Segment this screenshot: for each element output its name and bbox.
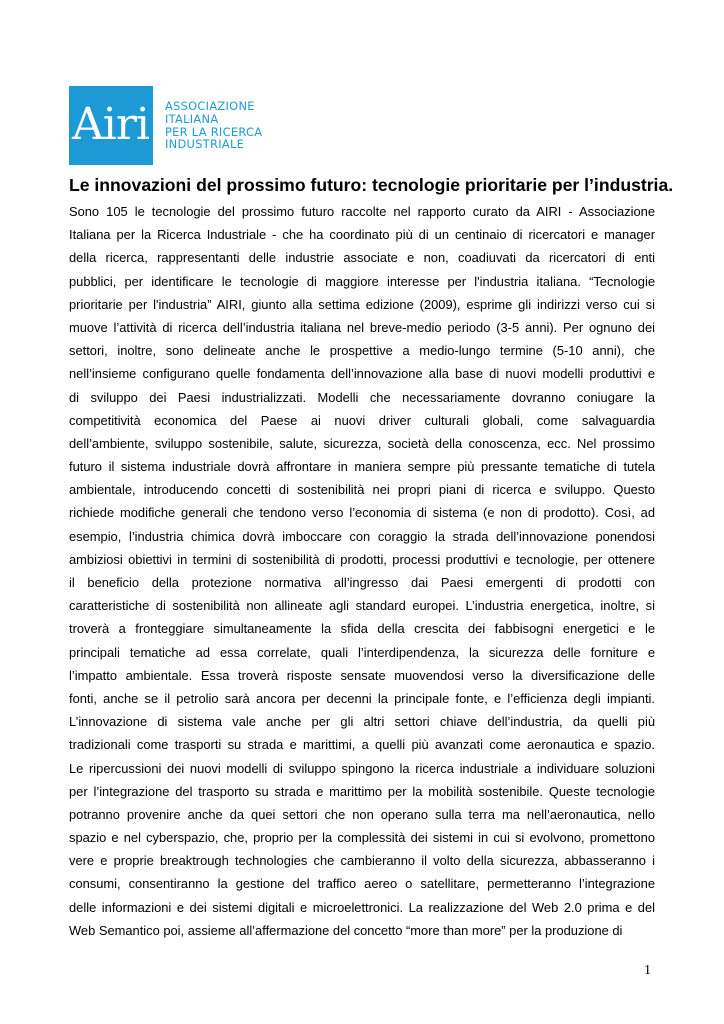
logo-mark-text: Airi <box>72 99 149 150</box>
body-line: ambiziosi obiettivi in termini di sostenibilità di prodotti, processi produttivi e tecnologie, per ottenere <box>69 551 655 567</box>
airi-logo <box>69 86 262 165</box>
logo-mark <box>69 86 153 165</box>
page-number: 1 <box>644 963 651 978</box>
body-paragraph <box>69 200 655 942</box>
body-line: troverà a fronteggiare simultaneamente la sfida della crescita dei fabbisogni energetici e le <box>69 621 655 637</box>
logo-wordmark <box>165 100 262 151</box>
body-line: richiede modifiche generali che tendono verso l’economia di sistema (e non di prodotto). Così, ad <box>69 505 655 521</box>
body-line: Italiana per la Ricerca Industriale - che ha coordinato più di un centinaio di ricercatori e manager <box>69 227 655 243</box>
logo-line: ITALIANA <box>165 111 219 126</box>
body-line: muove l’attività di ricerca dell’industria italiana nel breve-medio periodo (3-5 anni). Per ognuno dei <box>69 319 655 335</box>
body-line: competitività economica del Paese ai nuovi driver culturali globali, come salvaguardia <box>69 412 655 428</box>
body-line: pubblici, per identificare le tecnologie di maggiore interesse per l'industria italiana. “Tecnologie <box>69 273 655 289</box>
body-line: potranno provenire anche da quei settori che non operano sulla terra ma nell’aeronautica, nello <box>69 806 655 822</box>
body-line: esempio, l’industria chimica dovrà imboccare con coraggio la strada dell’innovazione ponendosi <box>69 528 655 544</box>
body-line: L’innovazione di sistema vale anche per gli altri settori chiave dell’industria, da quelli più <box>69 714 655 730</box>
body-line: consumi, consentiranno la gestione del traffico aereo o satellitare, permetteranno l’integrazione <box>69 876 655 892</box>
body-line: dell’ambiente, sviluppo sostenibile, salute, sicurezza, società della conoscenza, ecc. Nel prossimo <box>69 435 655 451</box>
body-line: vere e proprie breaktrough technologies che cambieranno il volto della sicurezza, abbasseranno i <box>69 853 655 869</box>
body-line: ambientale, introducendo concetti di sostenibilità nei propri piani di ricerca e sviluppo. Questo <box>69 482 655 498</box>
body-line: settori, inoltre, sono delineate anche le prospettive a medio-lungo termine (5-10 anni), che <box>69 343 655 359</box>
body-line: prioritarie per l'industria” AIRI, giunto alla settima edizione (2009), esprime gli indirizzi verso cui si <box>69 296 655 312</box>
body-line: delle informazioni e dei sistemi digitali e microelettronici. La realizzazione del Web 2.0 prima e del <box>69 899 655 915</box>
body-line: della ricerca, rappresentanti delle industrie associate e non, coadiuvati da ricercatori di enti <box>69 250 655 266</box>
body-line: di sviluppo dei Paesi industrializzati. Modelli che necessariamente dovranno coniugare la <box>69 389 655 405</box>
logo-line: INDUSTRIALE <box>165 137 245 152</box>
body-line: per l’integrazione del trasporto su strada e marittimo per la mobilità sostenibile. Queste tecnologie <box>69 783 655 799</box>
document-title: Le innovazioni del prossimo futuro: tecnologie prioritarie per l’industria. <box>69 175 674 195</box>
body-line: l’impatto ambientale. Essa troverà risposte sensate muovendosi verso la diversificazione delle <box>69 667 655 683</box>
body-line: principali tematiche ad essa correlate, quali l’interdipendenza, la sicurezza delle forniture e <box>69 644 655 660</box>
logo-line: ASSOCIAZIONE <box>165 99 255 114</box>
body-line: futuro il sistema industriale dovrà affrontare in maniera sempre più pressante tematiche di tutela <box>69 459 655 475</box>
body-line: nell’insieme configurano quelle fondamenta dell’innovazione alla base di nuovi modelli produttivi e <box>69 366 655 382</box>
logo-line: PER LA RICERCA <box>165 124 263 139</box>
body-line: il beneficio della protezione normativa all’ingresso dai Paesi emergenti di prodotti con <box>69 575 655 590</box>
body-line: Web Semantico poi, assieme all’affermazione del concetto “more than more” per la produzione di <box>69 922 623 938</box>
body-line: fonti, anche se il petrolio sarà ancora per decenni la principale fonte, e l’efficienza degli impianti. <box>69 690 655 706</box>
body-line: tradizionali come trasporti su strada e marittimi, a quelli più avanzati come aeronautica e spazio. <box>69 737 655 753</box>
body-line: caratteristiche di sostenibilità non allineate agli standard europei. L’industria energetica, inoltre, si <box>69 598 655 614</box>
body-line: spazio e nel cyberspazio, che, proprio per la complessità dei sistemi in cui si evolvono, promettono <box>69 830 655 846</box>
body-line: Sono 105 le tecnologie del prossimo futuro raccolte nel rapporto curato da AIRI - Associazione <box>69 204 655 219</box>
body-line: Le ripercussioni dei nuovi modelli di sviluppo spingono la ricerca industriale a individuare soluzioni <box>69 760 655 776</box>
